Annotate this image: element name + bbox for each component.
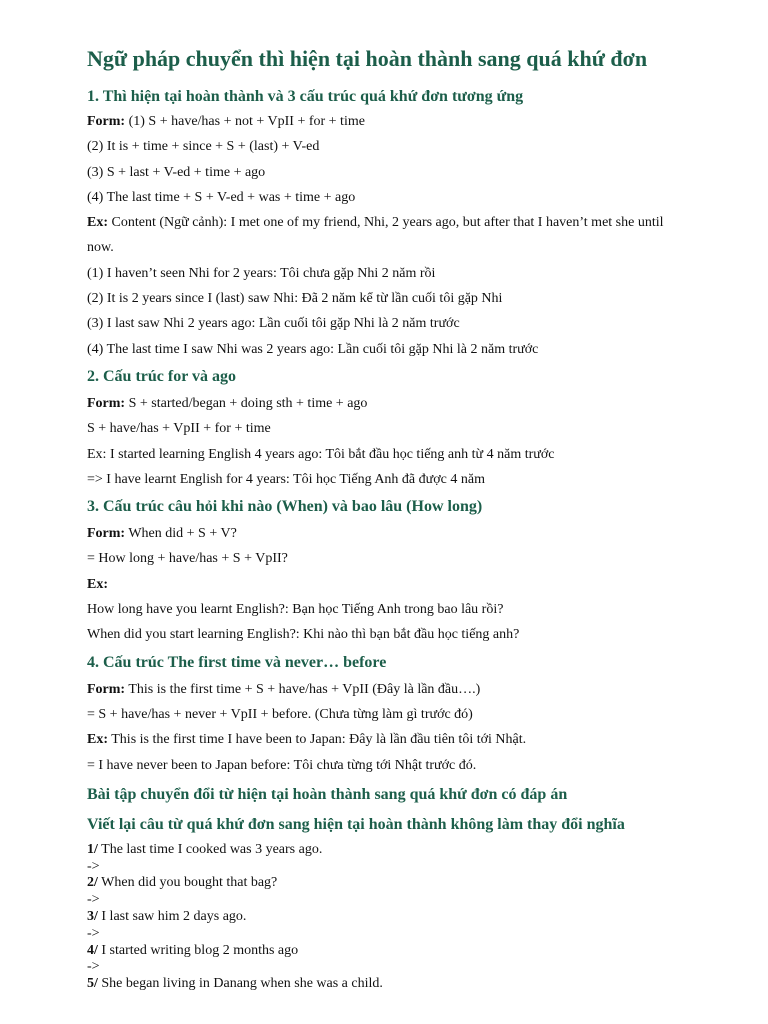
exercise-number: 2/	[87, 875, 98, 891]
s4-form-text: This is the first time + S + have/has + VpII (Đây là lần đầu….)	[125, 681, 481, 697]
form-label: Form:	[87, 395, 126, 411]
s2-line: Ex: I started learning English 4 years ago: Tôi bắt đầu học tiếng anh từ 4 năm trước	[87, 446, 555, 462]
s2-line: S + have/has + VpII + for + time	[87, 421, 271, 437]
s3-example: When did you start learning English?: Khi nào thì bạn bắt đầu học tiếng anh?	[87, 627, 520, 643]
s1-example-context	[87, 210, 732, 235]
s3-line: = How long + have/has + S + VpII?	[87, 551, 288, 567]
s4-line: = I have never been to Japan before: Tôi chưa từng tới Nhật trước đó.	[87, 757, 477, 773]
s3-example: How long have you learnt English?: Bạn học Tiếng Anh trong bao lâu rồi?	[87, 602, 504, 618]
s4-line: = S + have/has + never + VpII + before. (Chưa từng làm gì trước đó)	[87, 706, 473, 722]
s3-form	[87, 521, 732, 546]
s3-ex-label-line	[87, 572, 732, 597]
s2-form-text: S + started/began + doing sth + time + ago	[125, 395, 368, 411]
exercise-item	[87, 943, 732, 960]
s3-form-text: When did + S + V?	[125, 526, 237, 542]
section-2-heading: 2. Cấu trúc for và ago	[87, 367, 237, 385]
s1-example: (1) I haven’t seen Nhi for 2 years: Tôi chưa gặp Nhi 2 năm rồi	[87, 265, 436, 281]
document-page	[87, 44, 732, 993]
s1-example-context-cont: now.	[87, 240, 114, 256]
exercise-number: 3/	[87, 909, 98, 925]
exercise-item	[87, 976, 732, 993]
exercise-text: I started writing blog 2 months ago	[97, 942, 299, 958]
section-1-heading: 1. Thì hiện tại hoàn thành và 3 cấu trúc quá khứ đơn tương ứng	[87, 88, 524, 105]
s1-line: (2) It is + time + since + S + (last) + V-ed	[87, 139, 320, 155]
section-3-heading: 3. Cấu trúc câu hỏi khi nào (When) và bao lâu (How long)	[87, 498, 483, 516]
form-label: Form:	[87, 681, 126, 697]
s2-form	[87, 391, 732, 416]
exercise-number: 1/	[87, 841, 98, 857]
exercise-item	[87, 842, 732, 859]
s1-ex-text: Content (Ngữ cảnh): I met one of my friend, Nhi, 2 years ago, but after that I haven’t met she until	[108, 215, 664, 231]
s1-form	[87, 109, 732, 134]
exercise-item	[87, 875, 732, 892]
exercise-item	[87, 909, 732, 926]
page-title: Ngữ pháp chuyển thì hiện tại hoàn thành sang quá khứ đơn	[87, 46, 648, 71]
exercise-number: 5/	[87, 976, 98, 992]
exercise-text: I last saw him 2 days ago.	[97, 909, 247, 925]
s2-line: => I have learnt English for 4 years: Tôi học Tiếng Anh đã được 4 năm	[87, 471, 485, 487]
s4-ex-text: This is the first time I have been to Japan: Đây là lần đầu tiên tôi tới Nhật.	[108, 732, 527, 748]
exercise-heading: Bài tập chuyển đổi từ hiện tại hoàn thành sang quá khứ đơn có đáp án	[87, 785, 568, 803]
answer-arrow: ->	[87, 959, 100, 975]
exercise-number: 4/	[87, 942, 98, 958]
s1-example: (3) I last saw Nhi 2 years ago: Lần cuối tôi gặp Nhi là 2 năm trước	[87, 316, 460, 332]
form-label: Form:	[87, 114, 126, 129]
s1-line: (4) The last time + S + V-ed + was + time + ago	[87, 189, 356, 205]
exercise-text: The last time I cooked was 3 years ago.	[97, 841, 323, 857]
form-label: Form:	[87, 526, 126, 542]
ex-label: Ex:	[87, 215, 108, 231]
s4-form	[87, 677, 732, 702]
ex-label: Ex:	[87, 576, 108, 592]
s1-example: (4) The last time I saw Nhi was 2 years ago: Lần cuối tôi gặp Nhi là 2 năm trước	[87, 341, 539, 357]
answer-arrow: ->	[87, 858, 100, 874]
s1-line: (3) S + last + V-ed + time + ago	[87, 164, 266, 180]
s1-example: (2) It is 2 years since I (last) saw Nhi: Đã 2 năm kể từ lần cuối tôi gặp Nhi	[87, 291, 503, 307]
answer-arrow: ->	[87, 925, 100, 941]
exercise-list	[87, 842, 732, 993]
exercise-text: When did you bought that bag?	[97, 875, 278, 891]
section-4-heading: 4. Cấu trúc The first time và never… before	[87, 653, 387, 671]
exercise-text: She began living in Danang when she was a child.	[97, 976, 383, 992]
s1-form-text: (1) S + have/has + not + VpII + for + time	[125, 114, 365, 129]
s4-example	[87, 727, 732, 752]
ex-label: Ex:	[87, 732, 108, 748]
exercise-subheading: Viết lại câu từ quá khứ đơn sang hiện tại hoàn thành không làm thay đổi nghĩa	[87, 815, 625, 833]
answer-arrow: ->	[87, 892, 100, 908]
